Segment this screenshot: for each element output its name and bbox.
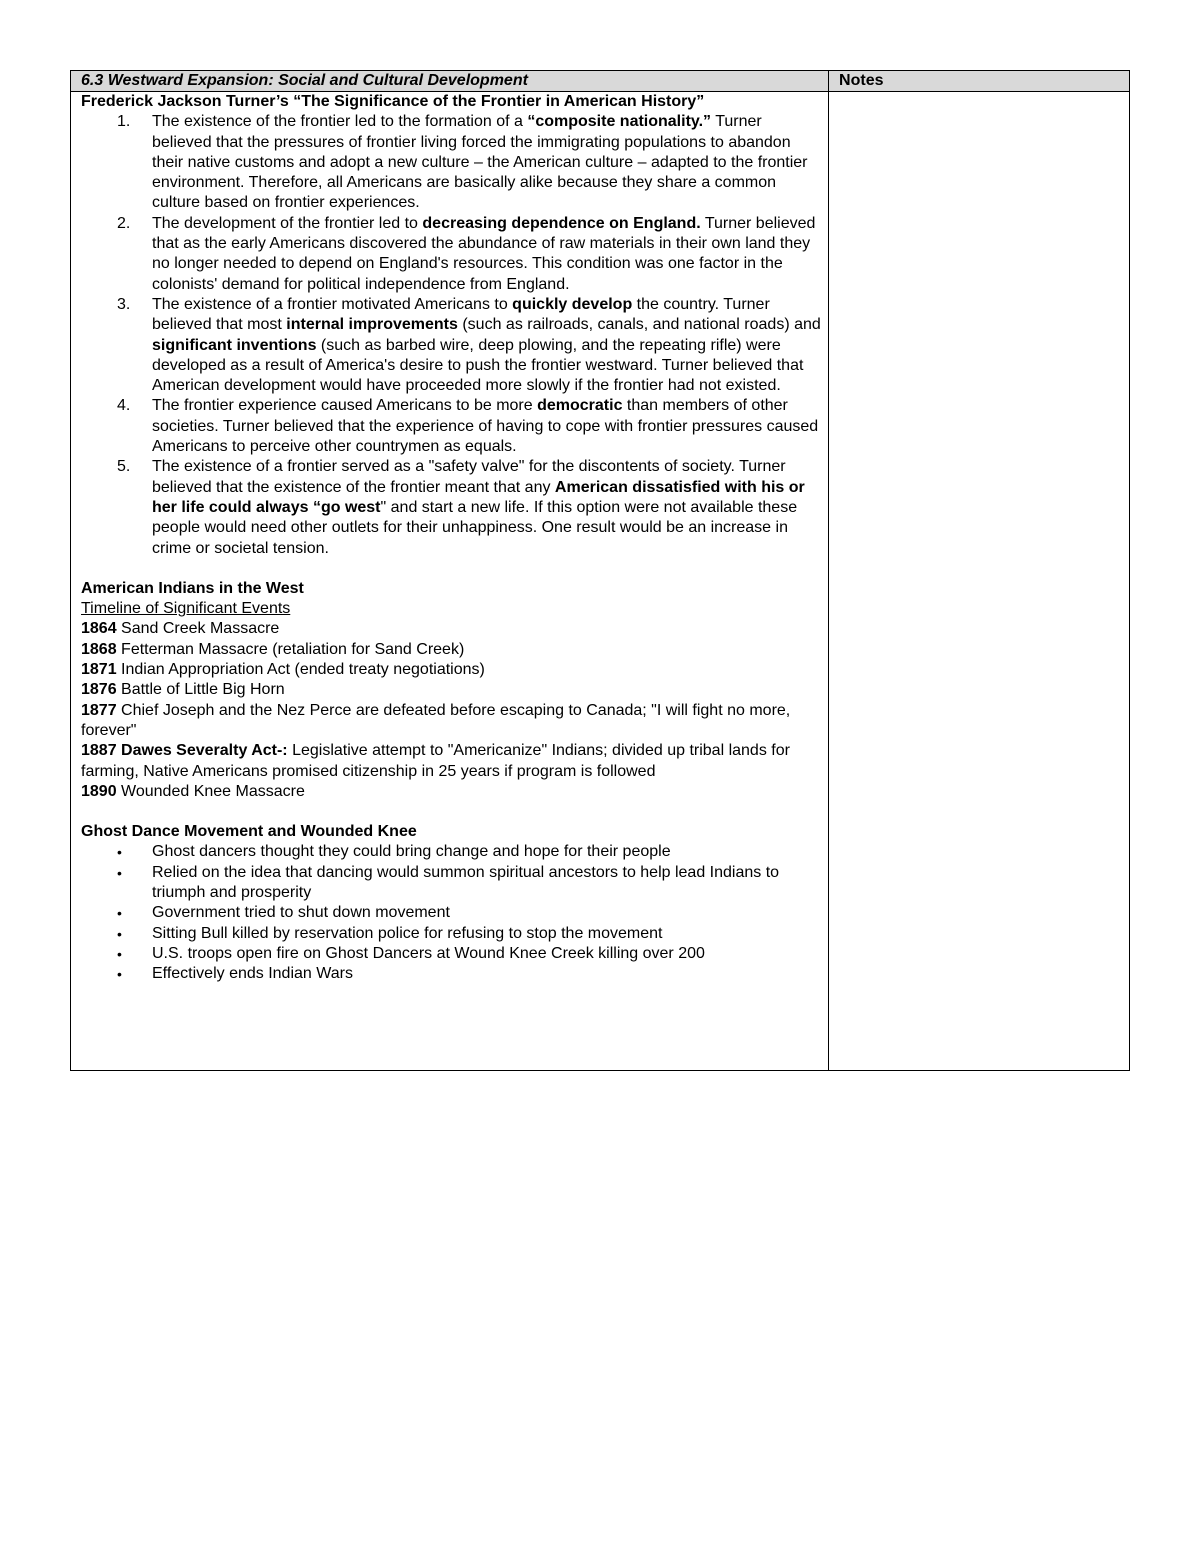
list-item: • Sitting Bull killed by reservation police for refusing to stop the movement: [81, 924, 828, 944]
timeline-event: 1877 Chief Joseph and the Nez Perce are defeated before escaping to Canada; "I will fight no more, forever": [81, 701, 791, 739]
ghost-dance-heading: Ghost Dance Movement and Wounded Knee: [81, 823, 417, 841]
point-number: 1.: [117, 113, 131, 131]
timeline-event: 1890 Wounded Knee Massacre: [81, 782, 305, 800]
bullet-icon: •: [117, 905, 122, 922]
point-text: The development of the frontier led to decreasing dependence on England. Turner believed that as the early Americans discovered the abundance of raw materials in their own land they no longer needed to depend on England's resources. This condition was one factor in the colonists' demand for political independence from England.: [152, 214, 816, 293]
timeline-event: 1868 Fetterman Massacre (retaliation for Sand Creek): [81, 640, 465, 658]
indians-heading: American Indians in the West: [81, 579, 304, 597]
main-content-cell: [71, 92, 829, 1071]
turner-points-list: [81, 112, 828, 559]
list-item: [81, 396, 828, 457]
bullet-icon: •: [117, 864, 122, 881]
list-item: [81, 457, 828, 558]
header-row: [71, 71, 1130, 92]
content-row: [71, 92, 1130, 1071]
point-text: The existence of the frontier led to the formation of a “composite nationality.” Turner believed that the pressures of frontier living forced the immigrating populations to abandon their native customs and adopt a new culture – the American culture – adapted to the frontier environment. Therefore, all Americans are basically alike because they share a common culture based on frontier experiences.: [152, 113, 808, 212]
list-item: • Ghost dancers thought they could bring change and hope for their people: [81, 842, 828, 862]
turner-heading: Frederick Jackson Turner’s “The Significance of the Frontier in American History”: [81, 93, 705, 110]
ghost-dance-list: [81, 842, 828, 984]
section-spacer: [81, 559, 828, 579]
bullet-icon: •: [117, 945, 122, 962]
bullet-icon: •: [117, 844, 122, 861]
page-title: 6.3 Westward Expansion: Social and Cultural Development: [71, 71, 829, 92]
bullet-icon: •: [117, 966, 122, 983]
notes-column-header: Notes: [829, 71, 1130, 92]
point-number: 3.: [117, 295, 131, 313]
timeline-event: 1876 Battle of Little Big Horn: [81, 681, 285, 699]
notes-cell[interactable]: [829, 92, 1130, 1071]
point-number: 4.: [117, 397, 131, 415]
section-spacer: [81, 802, 828, 822]
list-item: [81, 112, 828, 213]
list-item: • Relied on the idea that dancing would summon spiritual ancestors to help lead Indians to triumph and prosperity: [81, 863, 828, 904]
timeline: [81, 619, 828, 802]
notes-table: [70, 70, 1130, 1071]
timeline-subheading: Timeline of Significant Events: [81, 600, 291, 618]
list-item: [81, 295, 828, 396]
bullet-icon: •: [117, 925, 122, 942]
point-text: The frontier experience caused Americans to be more democratic than members of other societies. Turner believed that the experience of having to cope with frontier pressures caused Americans to perceive other countrymen as equals.: [152, 397, 819, 456]
list-item: • Effectively ends Indian Wars: [81, 964, 828, 984]
list-item: [81, 214, 828, 295]
timeline-event: 1871 Indian Appropriation Act (ended treaty negotiations): [81, 661, 485, 679]
timeline-event: 1864 Sand Creek Massacre: [81, 620, 280, 638]
timeline-event: 1887 Dawes Severalty Act-: Legislative attempt to "Americanize" Indians; divided up tribal lands for farming, Native Americans promised citizenship in 25 years if program is followed: [81, 742, 790, 780]
point-number: 5.: [117, 458, 131, 476]
point-text: The existence of a frontier motivated Americans to quickly develop the country. Turner believed that most internal improvements (such as railroads, canals, and national roads) and significant inventions (such as barbed wire, deep plowing, and the repeating rifle) were developed as a result of America's desire to push the frontier westward. Turner believed that American development would have proceeded more slowly if the frontier had not existed.: [152, 295, 821, 395]
point-number: 2.: [117, 214, 131, 232]
point-text: The existence of a frontier served as a "safety valve" for the discontents of society. Turner believed that the existence of the frontier meant that any American dissatisfied with his or her life could always “go west" and start a new life. If this option were not available these people would need other outlets for their unhappiness. One result would be an increase in crime or societal tension.: [152, 458, 805, 557]
list-item: • U.S. troops open fire on Ghost Dancers at Wound Knee Creek killing over 200: [81, 944, 828, 964]
list-item: • Government tried to shut down movement: [81, 903, 828, 923]
